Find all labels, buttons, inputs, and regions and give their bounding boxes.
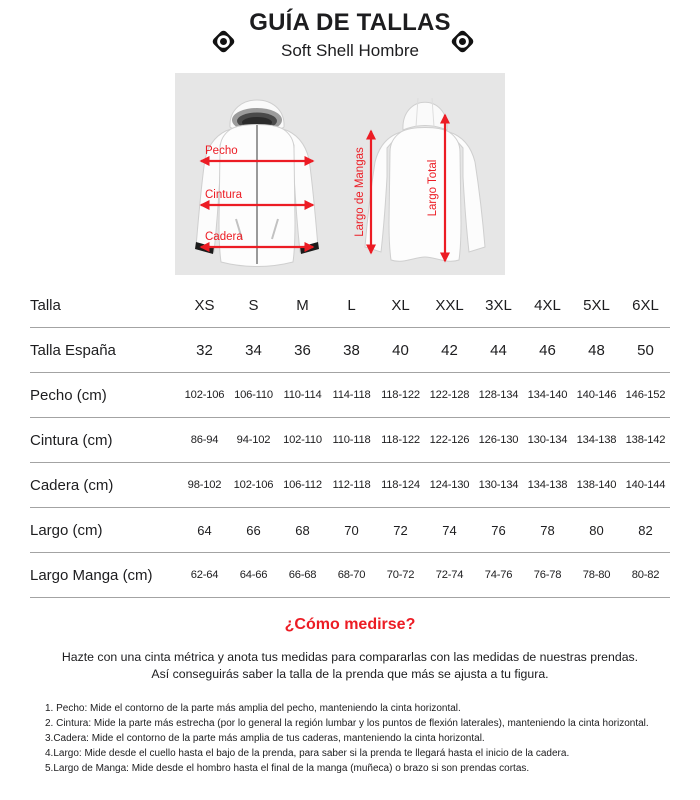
table-cell: 34 bbox=[245, 341, 262, 359]
table-cell: L bbox=[347, 296, 356, 314]
table-cell: 86-94 bbox=[190, 434, 219, 446]
table-cell: 106-112 bbox=[283, 479, 322, 491]
measuring-step: 2. Cintura: Mide la parte más estrecha (por lo general la región lumbar y los puntos de flexión laterales), manteniendo la cinta horizontal. bbox=[45, 718, 649, 729]
table-cell: 138-142 bbox=[625, 434, 666, 446]
measuring-step: 5.Largo de Manga: Mide desde el hombro hasta el final de la manga (muñeca) o brazo si son prendas cortas. bbox=[45, 763, 530, 774]
measurement-diagram bbox=[175, 73, 505, 275]
table-cell: 46 bbox=[539, 341, 556, 359]
table-cell: 72 bbox=[393, 522, 408, 538]
how-to-intro-line: Así conseguirás saber la talla de la prenda que más se ajusta a tu figura. bbox=[151, 667, 549, 681]
table-cell: 110-118 bbox=[332, 434, 371, 446]
table-cell: 102-106 bbox=[184, 389, 225, 401]
table-cell: 124-130 bbox=[429, 479, 470, 491]
table-cell: 5XL bbox=[583, 296, 610, 314]
waist-measure-label: Cintura bbox=[205, 189, 243, 201]
table-cell: 118-122 bbox=[381, 389, 420, 401]
row-label: Pecho (cm) bbox=[30, 386, 107, 404]
table-cell: 146-152 bbox=[625, 389, 666, 401]
table-cell: 66 bbox=[246, 522, 261, 538]
table-cell: 140-146 bbox=[576, 389, 617, 401]
size-table bbox=[30, 283, 670, 598]
measuring-step: 3.Cadera: Mide el contorno de la parte más amplia de tus caderas, manteniendo la cinta horizontal. bbox=[45, 733, 485, 744]
table-cell: 68 bbox=[295, 522, 310, 538]
table-cell: 4XL bbox=[534, 296, 561, 314]
table-cell: 112-118 bbox=[332, 479, 371, 491]
page-header bbox=[0, 0, 700, 61]
table-cell: 118-122 bbox=[381, 434, 420, 446]
table-cell: 106-110 bbox=[234, 389, 273, 401]
how-to-intro-line: Hazte con una cinta métrica y anota tus medidas para compararlas con las medidas de nuestras prendas. bbox=[61, 650, 639, 664]
page-subtitle: Soft Shell Hombre bbox=[281, 41, 419, 60]
row-label: Cadera (cm) bbox=[30, 476, 114, 494]
table-cell: 122-126 bbox=[429, 434, 470, 446]
table-cell: 128-134 bbox=[478, 389, 519, 401]
table-cell: 64-66 bbox=[239, 569, 268, 581]
table-row bbox=[30, 463, 670, 508]
table-cell: 138-140 bbox=[576, 479, 617, 491]
table-cell: 110-114 bbox=[283, 389, 322, 401]
hip-measure-label: Cadera bbox=[205, 231, 243, 243]
table-cell: 50 bbox=[637, 341, 654, 359]
table-cell: 68-70 bbox=[337, 569, 366, 581]
table-row bbox=[30, 418, 670, 463]
table-cell: 66-68 bbox=[288, 569, 317, 581]
table-cell: 76 bbox=[491, 522, 506, 538]
row-label: Talla España bbox=[30, 341, 116, 359]
jacket-diagram-image bbox=[175, 73, 505, 275]
table-cell: 64 bbox=[197, 522, 212, 538]
table-cell: 72-74 bbox=[435, 569, 464, 581]
table-cell: 98-102 bbox=[187, 479, 222, 491]
row-label: Talla bbox=[30, 296, 61, 314]
total-length-label: Largo Total bbox=[427, 159, 439, 217]
table-cell: 44 bbox=[490, 341, 507, 359]
how-to-measure-section bbox=[0, 616, 700, 683]
table-cell: XS bbox=[194, 296, 215, 314]
table-cell: 78 bbox=[540, 522, 555, 538]
table-cell: 74-76 bbox=[484, 569, 513, 581]
table-cell: 122-128 bbox=[429, 389, 470, 401]
table-row bbox=[30, 553, 670, 598]
table-cell: 6XL bbox=[632, 296, 659, 314]
table-row bbox=[30, 283, 670, 328]
brand-diamond-icon bbox=[210, 28, 237, 55]
how-to-measure-title: ¿Cómo medirse? bbox=[284, 616, 416, 633]
table-cell: 140-144 bbox=[625, 479, 666, 491]
page-title: GUÍA DE TALLAS bbox=[249, 9, 451, 36]
brand-diamond-icon bbox=[449, 28, 476, 55]
table-cell: 38 bbox=[343, 341, 360, 359]
table-cell: 80-82 bbox=[631, 569, 660, 581]
table-cell: M bbox=[296, 296, 309, 314]
table-cell: 32 bbox=[196, 341, 213, 359]
table-cell: 134-138 bbox=[527, 479, 568, 491]
chest-measure-label: Pecho bbox=[205, 145, 238, 157]
row-label: Largo Manga (cm) bbox=[30, 566, 153, 584]
table-cell: 118-124 bbox=[381, 479, 420, 491]
table-cell: 48 bbox=[588, 341, 605, 359]
measuring-steps-list bbox=[45, 701, 675, 776]
table-cell: XXL bbox=[435, 296, 464, 314]
table-cell: 130-134 bbox=[527, 434, 568, 446]
table-cell: 76-78 bbox=[533, 569, 562, 581]
row-label: Cintura (cm) bbox=[30, 431, 113, 449]
table-cell: 130-134 bbox=[478, 479, 519, 491]
table-cell: 62-64 bbox=[190, 569, 219, 581]
table-cell: 74 bbox=[442, 522, 457, 538]
table-row bbox=[30, 328, 670, 373]
table-cell: 70-72 bbox=[386, 569, 415, 581]
table-cell: 102-110 bbox=[283, 434, 322, 446]
table-cell: S bbox=[248, 296, 259, 314]
table-cell: 134-138 bbox=[576, 434, 617, 446]
table-cell: 114-118 bbox=[332, 389, 371, 401]
measuring-step: 1. Pecho: Mide el contorno de la parte más amplia del pecho, manteniendo la cinta horizontal. bbox=[45, 703, 461, 714]
table-cell: 126-130 bbox=[478, 434, 519, 446]
table-row bbox=[30, 508, 670, 553]
row-label: Largo (cm) bbox=[30, 521, 103, 539]
table-cell: 102-106 bbox=[233, 479, 274, 491]
sleeve-length-label: Largo de Mangas bbox=[354, 147, 366, 237]
table-cell: 134-140 bbox=[527, 389, 568, 401]
table-row bbox=[30, 373, 670, 418]
table-cell: 3XL bbox=[485, 296, 512, 314]
table-cell: 82 bbox=[638, 522, 653, 538]
table-cell: 70 bbox=[344, 522, 359, 538]
table-cell: XL bbox=[391, 296, 410, 314]
table-cell: 80 bbox=[589, 522, 604, 538]
table-cell: 42 bbox=[441, 341, 458, 359]
table-cell: 40 bbox=[392, 341, 409, 359]
measuring-step: 4.Largo: Mide desde el cuello hasta el bajo de la prenda, para saber si la prenda te llegará hasta el inicio de la cadera. bbox=[45, 748, 570, 759]
table-cell: 78-80 bbox=[582, 569, 611, 581]
table-cell: 36 bbox=[294, 341, 311, 359]
table-cell: 94-102 bbox=[236, 434, 271, 446]
